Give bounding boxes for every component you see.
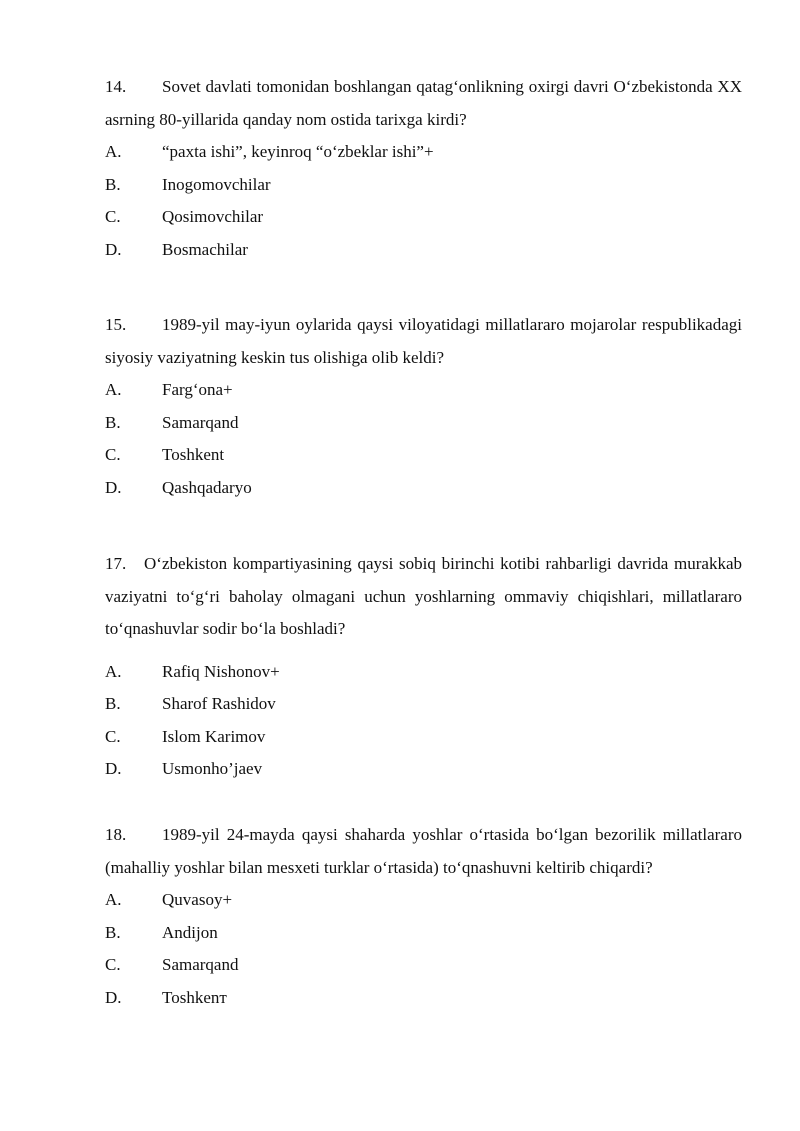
question-body: O‘zbekiston kompartiyasining qaysi sobiq birinchi kotibi rahbarligi davrida murakkab vaziyatni to‘g‘ri baholay olmagani uchun yoshlarning ommaviy chiqishlari, millatlararo to‘qnashuvlar sodir bo‘la boshladi? xyxy=(105,554,742,638)
question-15 xyxy=(105,309,742,504)
option-a xyxy=(105,656,742,689)
option-label: Usmonho’jaev xyxy=(162,759,263,778)
option-letter: D. xyxy=(105,759,122,778)
option-letter: B. xyxy=(105,412,121,432)
question-text xyxy=(105,309,742,374)
option-letter: A. xyxy=(105,890,122,909)
question-body: 1989-yil 24-mayda qaysi shaharda yoshlar o‘rtasida bo‘lgan bezorilik millatlararo (mahalliy yoshlar bilan mesxeti turklar o‘rtasida) to‘qnashuvni keltirib chiqardi? xyxy=(105,825,742,877)
option-letter: C. xyxy=(105,955,121,974)
option-b xyxy=(105,917,742,950)
option-d xyxy=(105,753,742,786)
option-b xyxy=(105,407,742,440)
option-c xyxy=(105,949,742,982)
option-letter: B. xyxy=(105,694,121,713)
option-label: “paxta ishi”, keyinroq “o‘zbeklar ishi”+ xyxy=(162,142,434,161)
spacer xyxy=(105,646,742,656)
question-number: 15. xyxy=(105,315,127,334)
option-c xyxy=(105,201,742,234)
option-b xyxy=(105,169,742,202)
option-label: Samarqand xyxy=(162,412,239,432)
option-label: Samarqand xyxy=(162,955,239,974)
option-letter: C. xyxy=(105,207,121,226)
question-number: 17. xyxy=(105,554,127,573)
option-label: Andijon xyxy=(162,922,218,942)
option-letter: D. xyxy=(105,477,122,497)
option-label: Bosmachilar xyxy=(162,239,248,259)
question-17 xyxy=(105,548,742,786)
option-letter: B. xyxy=(105,174,121,194)
option-label: Islom Karimov xyxy=(162,726,266,746)
question-text xyxy=(105,548,742,646)
option-letter: D. xyxy=(105,239,122,259)
option-label: Farg‘ona+ xyxy=(162,380,233,399)
option-a xyxy=(105,136,742,169)
question-body: Sovet davlati tomonidan boshlangan qatag‘onlikning oxirgi davri O‘zbekistonda XX asrning 80-yillarida qanday nom ostida tarixga kirdi? xyxy=(105,77,742,129)
question-text xyxy=(105,819,742,884)
option-label: Toshkenт xyxy=(162,987,227,1007)
option-label: Qosimovchilar xyxy=(162,207,264,226)
question-number: 18. xyxy=(105,825,127,844)
question-14 xyxy=(105,71,742,266)
question-body: 1989-yil may-iyun oylarida qaysi viloyatidagi millatlararo mojarolar respublikadagi siyosiy vaziyatning keskin tus olishiga olib keldi? xyxy=(105,315,742,367)
option-d xyxy=(105,982,742,1015)
question-text xyxy=(105,71,742,136)
option-d xyxy=(105,472,742,505)
option-label: Qashqadaryo xyxy=(162,477,252,497)
option-letter: C. xyxy=(105,445,121,464)
option-letter: B. xyxy=(105,922,121,942)
option-b xyxy=(105,688,742,721)
option-c xyxy=(105,439,742,472)
option-a xyxy=(105,374,742,407)
option-label: Rafiq Nishonov+ xyxy=(162,661,280,681)
option-c xyxy=(105,721,742,754)
option-letter: A. xyxy=(105,380,122,399)
option-letter: A. xyxy=(105,142,122,161)
option-label: Inogomovchilar xyxy=(162,174,271,194)
question-number: 14. xyxy=(105,77,127,96)
option-letter: A. xyxy=(105,661,122,681)
question-18 xyxy=(105,819,742,1014)
option-label: Toshkent xyxy=(162,445,225,464)
option-label: Quvasoy+ xyxy=(162,890,233,909)
option-d xyxy=(105,234,742,267)
option-a xyxy=(105,884,742,917)
option-letter: C. xyxy=(105,726,121,746)
option-letter: D. xyxy=(105,987,122,1007)
option-label: Sharof Rashidov xyxy=(162,694,276,713)
